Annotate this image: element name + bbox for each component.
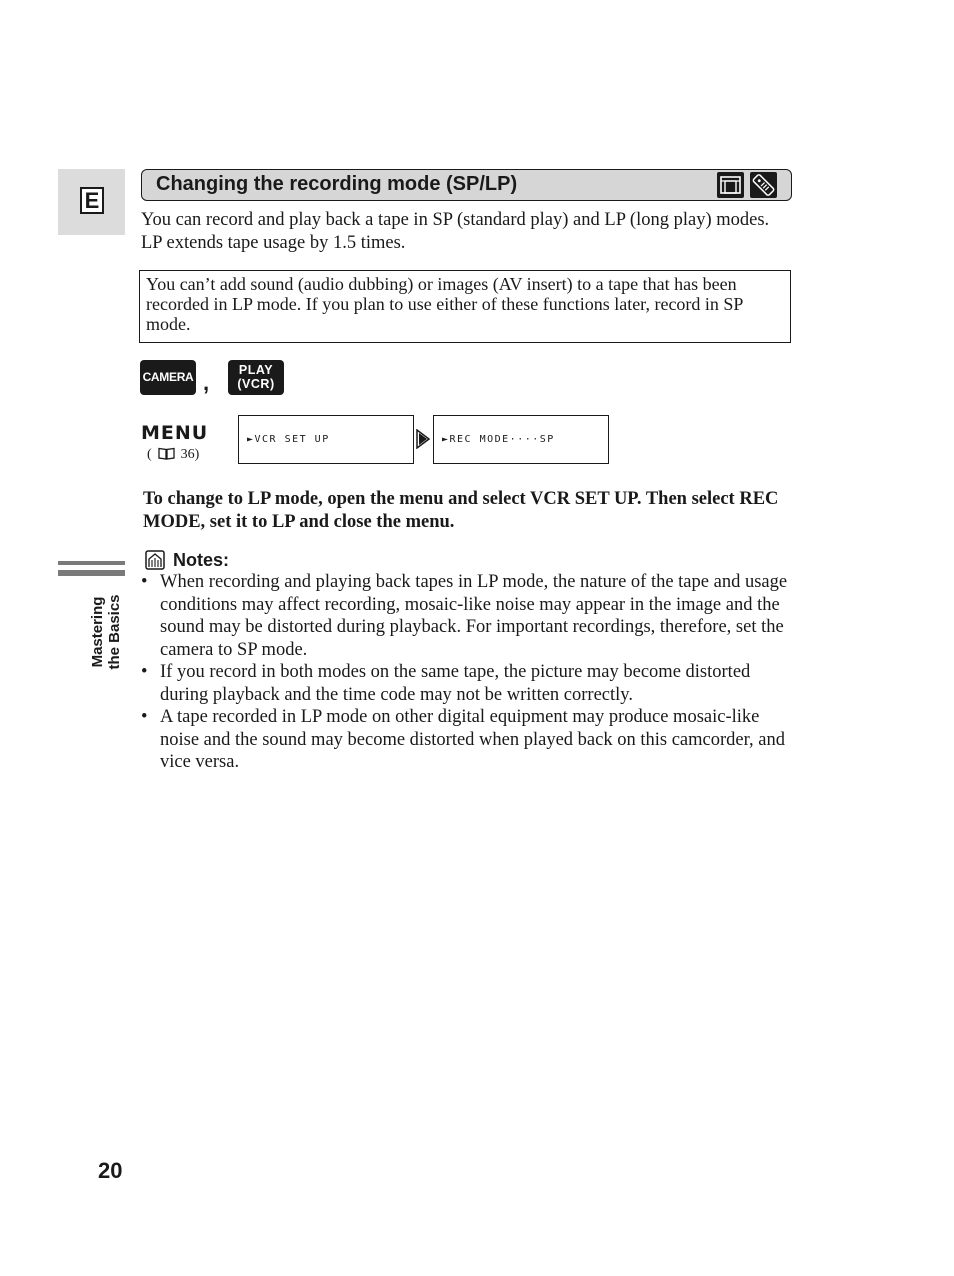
menu-label: MENU xyxy=(141,422,209,444)
instruction-text: To change to LP mode, open the menu and select VCR SET UP. Then select REC MODE, set it to LP and close the menu. xyxy=(143,489,779,532)
play-vcr-mode-badge xyxy=(228,360,284,395)
menu-screen-rec-mode: ►REC MODE····SP xyxy=(433,415,609,464)
book-icon xyxy=(158,447,175,460)
notes-heading: Notes: xyxy=(173,550,230,570)
section-divider-bar xyxy=(58,570,125,576)
note-text: When recording and playing back tapes in LP mode, the nature of the tape and usage conditions may affect recording, mosaic-like noise may appear in the image and the sound may be distorted during playback. For important recordings, therefore, set the camera to SP mode. xyxy=(160,572,788,660)
note-item xyxy=(141,706,791,774)
note-item xyxy=(141,571,791,661)
intro-paragraph: You can record and play back a tape in SP (standard play) and LP (long play) modes. LP extends tape usage by 1.5 times. xyxy=(141,210,770,253)
note-text: If you record in both modes on the same tape, the picture may become distorted during playback and the time code may not be written correctly. xyxy=(160,662,751,705)
bullet: • xyxy=(141,662,148,682)
warning-box: You can’t add sound (audio dubbing) or images (AV insert) to a tape that has been recorded in LP mode. If you plan to use either of these functions later, record in SP mode. xyxy=(139,270,791,343)
mode-separator: , xyxy=(203,370,210,395)
remote-control-icon xyxy=(750,172,777,198)
camera-mode-badge: CAMERA xyxy=(140,360,196,395)
play-badge-line2: (VCR) xyxy=(237,377,275,391)
next-step-arrow-icon xyxy=(416,429,430,449)
page-ref-number: 36) xyxy=(180,447,200,462)
page-number: 20 xyxy=(98,1158,123,1183)
language-letter: E xyxy=(80,187,104,214)
section-divider-bar xyxy=(58,561,125,565)
bullet: • xyxy=(141,707,148,727)
page-reference xyxy=(147,447,199,463)
notes-icon xyxy=(145,550,165,570)
page-ref-open: ( xyxy=(147,447,152,462)
note-item xyxy=(141,661,791,706)
side-label-line2: the Basics xyxy=(106,594,123,670)
tape-cassette-icon xyxy=(717,172,744,198)
side-label-line1: Mastering xyxy=(89,596,106,668)
section-title: Changing the recording mode (SP/LP) xyxy=(156,173,518,195)
note-text: A tape recorded in LP mode on other digital equipment may produce mosaic-like noise and the sound may become distorted when played back on this camcorder, and vice versa. xyxy=(160,707,785,772)
bullet: • xyxy=(141,572,148,592)
play-badge-line1: PLAY xyxy=(238,363,274,377)
menu-screen-vcr-set-up: ►VCR SET UP xyxy=(238,415,414,464)
notes-list xyxy=(141,571,791,774)
